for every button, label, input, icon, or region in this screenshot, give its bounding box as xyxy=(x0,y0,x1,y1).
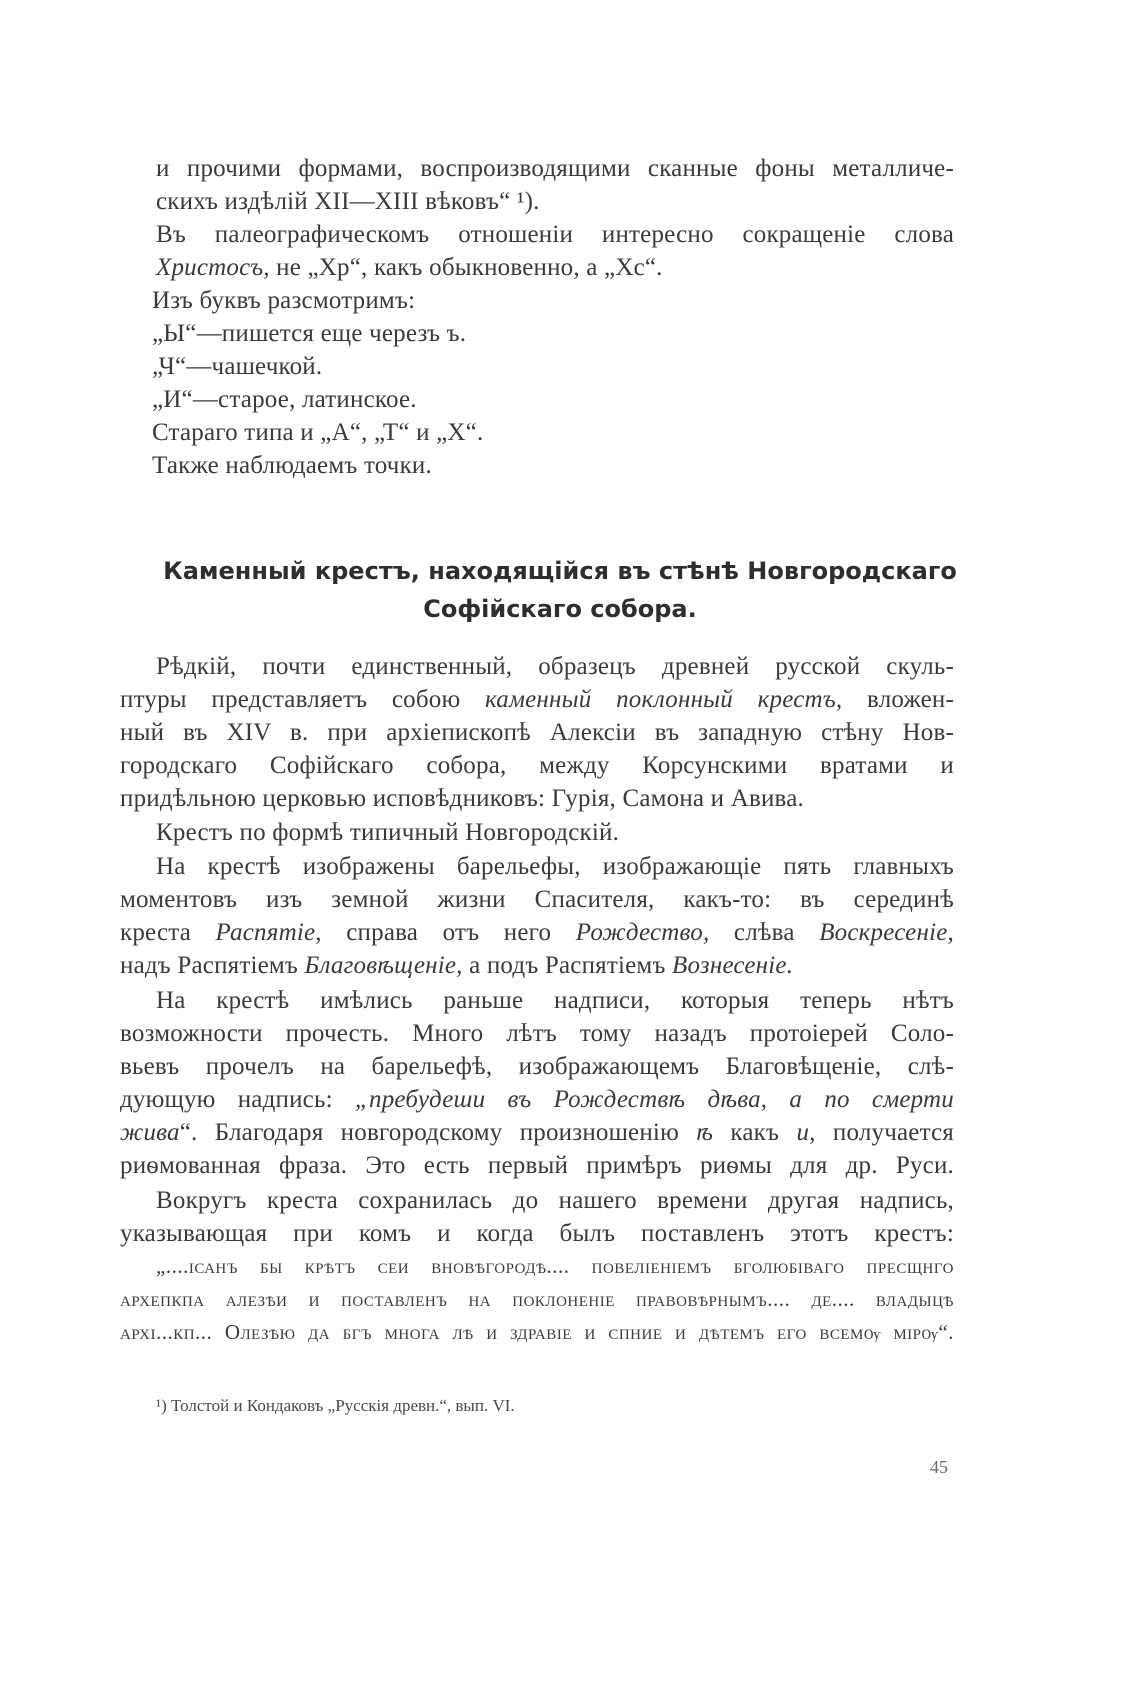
slavonic-inscription-line: архепкпа алезѣи и поставленъ на поклоненіе правовѣрнымъ.... де.... владыцѣ xyxy=(120,1287,954,1311)
text-line xyxy=(120,916,954,949)
text-line: вьевъ прочелъ на барельефѣ, изображающемъ Благовѣщеніе, слѣ- xyxy=(120,1053,954,1080)
text-line: На крестѣ изображены барельефы, изображающіе пять главныхъ xyxy=(156,853,954,880)
text-segment: вложен- xyxy=(842,686,954,713)
text-segment: надъ Распятіемъ xyxy=(120,952,305,979)
text-line: Вокругъ креста сохранилась до нашего времени другая надпись, xyxy=(156,1187,954,1214)
footnote xyxy=(156,1396,515,1416)
footnote-mark: ¹) xyxy=(156,1396,167,1415)
text-segment: не „Хр“, какъ обыкновенно, а „Хс“. xyxy=(269,254,663,281)
italic-letter: и, xyxy=(796,1119,816,1146)
text-line xyxy=(120,1116,954,1149)
text-segment: справа отъ него xyxy=(321,919,576,946)
text-line: моментовъ изъ земной жизни Спасителя, какъ-то: въ серединѣ xyxy=(120,886,954,913)
text-line: ный въ XIV в. при архіепископѣ Алексіи въ западную стѣну Нов- xyxy=(120,719,954,746)
text-line: и прочими формами, воспроизводящими сканные фоны металличе- xyxy=(156,155,954,182)
paragraph-4 xyxy=(120,984,954,1182)
list-item: „И“—старое, латинское. xyxy=(152,386,417,413)
text-line: риѳмованная фраза. Это есть первый примѣръ риѳмы для др. Руси. xyxy=(120,1152,954,1179)
text-line xyxy=(120,683,954,716)
paragraph-3 xyxy=(120,850,954,982)
text-line: указывающая при комъ и когда былъ поставленъ этотъ крестъ: xyxy=(120,1220,954,1247)
heading-line: Софійскаго собора. xyxy=(423,595,697,623)
italic-word: Христосъ, xyxy=(156,254,270,281)
text-line xyxy=(120,1083,954,1116)
text-segment: слѣва xyxy=(709,919,820,946)
text-segment: а подъ Распятіемъ xyxy=(462,952,673,979)
paragraph-2 xyxy=(156,816,954,849)
italic-word: Вознесеніе. xyxy=(672,952,794,979)
text-segment: дующую надпись: xyxy=(120,1086,355,1113)
italic-phrase: каменный поклонный крестъ, xyxy=(484,686,843,713)
paleography-paragraph xyxy=(156,218,954,284)
slavonic-inscription-line: архі...кп... Олезѣю да бгъ многа лѣ и здравіе и спние и дѣтемъ его всемѹ мірѹ“. xyxy=(120,1320,954,1344)
text-segment: птуры представляетъ собою xyxy=(120,686,485,713)
top-paragraph xyxy=(156,152,954,218)
text-line: придѣльною церковью исповѣдниковъ: Гурія, Самона и Авива. xyxy=(120,785,804,812)
text-segment: креста xyxy=(120,919,216,946)
text-line: Рѣдкій, почти единственный, образецъ древней русской скуль- xyxy=(156,653,954,680)
list-intro: Изъ буквъ разсмотримъ: xyxy=(152,287,416,314)
letters-list xyxy=(152,284,950,482)
text-segment: получается xyxy=(815,1119,954,1146)
text-line xyxy=(120,949,954,982)
list-item: Стараго типа и „А“, „Т“ и „Х“. xyxy=(152,419,484,446)
italic-letter: ѣ xyxy=(696,1119,714,1146)
italic-word: Благовѣщеніе, xyxy=(304,952,463,979)
paragraph-1 xyxy=(120,650,954,815)
footnote-text: Толстой и Кондаковъ „Русскія древн.“, вып. VI. xyxy=(166,1396,515,1415)
text-line: Крестъ по формѣ типичный Новгородскій. xyxy=(156,819,620,846)
text-line: скихъ издѣлій XII—XIII вѣковъ“ ¹). xyxy=(156,188,540,215)
text-segment: какъ xyxy=(713,1119,797,1146)
text-segment: Въ палеографическомъ отношеніи интересно сокращеніе слова xyxy=(156,221,954,248)
section-heading xyxy=(120,552,1000,628)
text-line xyxy=(156,251,954,284)
italic-word: Воскресеніе, xyxy=(819,919,954,946)
slavonic-inscription-line: „....ісанъ бы крѣтъ сеи вновѣгородѣ.... повеліеніемъ бголюбіваго пресщнго xyxy=(156,1254,954,1278)
list-item: Также наблюдаемъ точки. xyxy=(152,452,432,479)
paragraph-5 xyxy=(120,1184,954,1349)
text-segment: “. Благодаря новгородскому произношенію xyxy=(179,1119,697,1146)
page-number: 45 xyxy=(930,1457,948,1477)
text-line: городскаго Софійскаго собора, между Корсунскими вратами и xyxy=(120,752,954,779)
text-line: На крестѣ имѣлись раньше надписи, которыя теперь нѣтъ xyxy=(156,987,954,1014)
italic-word: Распятіе, xyxy=(215,919,322,946)
list-item: „Ы“—пишется еще черезъ ъ. xyxy=(152,320,467,347)
italic-word: Рождество, xyxy=(575,919,710,946)
italic-phrase: „пребудеши въ Рождествѣ дѣва, а по смерти xyxy=(354,1086,954,1113)
text-line xyxy=(156,218,954,251)
italic-word: жива xyxy=(120,1119,180,1146)
text-line: возможности прочесть. Много лѣтъ тому назадъ протоіерей Соло- xyxy=(120,1020,954,1047)
list-item: „Ч“—чашечкой. xyxy=(152,353,323,380)
heading-line: Каменный крестъ, находящійся въ стѣнѣ Новгородскаго xyxy=(163,557,957,585)
